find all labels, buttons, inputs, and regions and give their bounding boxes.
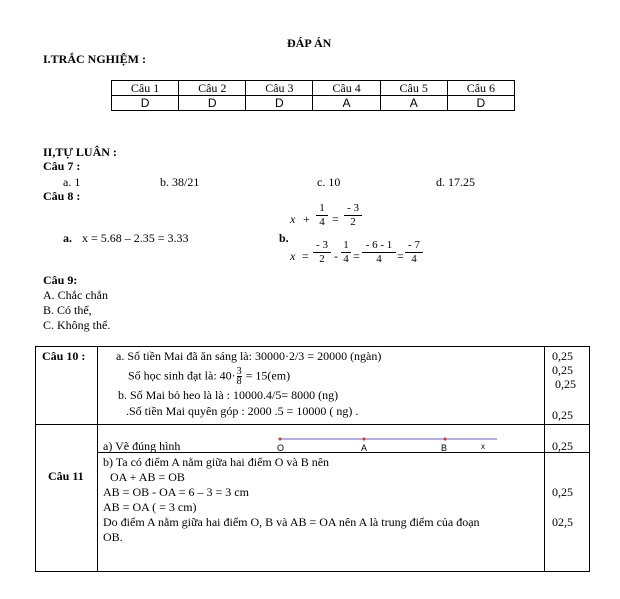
frac-num: 1 bbox=[319, 202, 325, 214]
point-b-marker bbox=[444, 438, 447, 441]
answer-cell: D bbox=[246, 96, 313, 111]
frac-num: - 3 bbox=[316, 239, 328, 251]
q10-line-a2-pre: Số học sinh đạt là: 40· bbox=[128, 368, 236, 383]
q9-option-a: A. Chắc chắn bbox=[43, 288, 108, 302]
q9-option-c: C. Không thể. bbox=[43, 318, 111, 332]
essay-table bbox=[35, 346, 590, 572]
q11-label: Câu 11 bbox=[48, 469, 84, 483]
q8-b2-frac3 bbox=[362, 240, 396, 265]
q8-b2-frac2 bbox=[341, 240, 351, 265]
q9-option-b: B. Có thể, bbox=[43, 303, 92, 317]
table-divider bbox=[97, 347, 98, 571]
q7-answer-d: d. 17.25 bbox=[436, 175, 475, 189]
answer-header: Câu 6 bbox=[447, 81, 514, 96]
frac-den: 2 bbox=[319, 253, 325, 265]
answer-header: Câu 4 bbox=[313, 81, 380, 96]
answer-header: Câu 3 bbox=[246, 81, 313, 96]
q10-fraction bbox=[237, 367, 242, 386]
q7-answer-b: b. 38/21 bbox=[160, 175, 200, 189]
table-divider bbox=[36, 424, 589, 425]
q7-answer-a: a. 1 bbox=[63, 175, 81, 189]
frac-den: 4 bbox=[343, 253, 349, 265]
q8-b2-eq1: = bbox=[302, 249, 309, 263]
q10-line-b: b. Số Mai bỏ heo là là : 10000.4/5= 8000 (ng) bbox=[118, 388, 339, 402]
q8-label: Câu 8 : bbox=[43, 189, 81, 203]
q8-b1-x: x bbox=[290, 212, 296, 226]
part2-title: II,TỰ LUÂN : bbox=[43, 145, 117, 159]
q11-score: 02,5 bbox=[552, 515, 573, 529]
table-divider bbox=[544, 347, 545, 571]
q8-b1-eq: = bbox=[332, 212, 339, 226]
point-o-label: O bbox=[277, 443, 285, 453]
q11-line-a: a) Vẽ đúng hình bbox=[103, 439, 181, 453]
q10-line-a: a. Số tiền Mai đã ăn sáng là: 30000·2/3 = 20000 (ngàn) bbox=[116, 349, 382, 363]
frac-den: 4 bbox=[411, 253, 417, 265]
q8-b2-minus: - bbox=[334, 249, 338, 263]
q10-score: 0,25 bbox=[552, 363, 573, 377]
q8-a-label: a. bbox=[63, 231, 72, 245]
q10-score: 0,25 bbox=[555, 377, 576, 391]
answer-cell: A bbox=[380, 96, 447, 111]
frac-den: 4 bbox=[376, 253, 382, 265]
frac-num: - 3 bbox=[347, 202, 359, 214]
answer-cell: A bbox=[313, 96, 380, 111]
ray-x-label: x bbox=[481, 442, 485, 451]
q11-score: 0,25 bbox=[552, 439, 573, 453]
point-o-marker bbox=[279, 438, 282, 441]
q10-score: 0,25 bbox=[552, 349, 573, 363]
answer-header: Câu 1 bbox=[112, 81, 179, 96]
q10-line-a2-post: = 15(em) bbox=[242, 368, 291, 383]
q10-line-b2: .Số tiền Mai quyên góp : 2000 .5 = 10000 ( ng) . bbox=[126, 404, 359, 418]
segment-figure bbox=[272, 433, 502, 457]
point-a-label: A bbox=[361, 443, 368, 453]
q11-conclusion-end: OB. bbox=[103, 530, 123, 544]
q11-eq2: AB = OB - OA = 6 – 3 = 3 cm bbox=[103, 485, 249, 499]
q7-label: Câu 7 : bbox=[43, 159, 81, 173]
q11-conclusion: Do điểm A nằm giữa hai điểm O, B và AB = OA nên A là trung điểm của đoạn bbox=[103, 515, 480, 529]
q8-a-text: x = 5.68 – 2.35 = 3.33 bbox=[82, 231, 189, 245]
frac-den: 8 bbox=[236, 376, 242, 387]
frac-num: - 7 bbox=[408, 239, 420, 251]
answer-cell: D bbox=[447, 96, 514, 111]
answer-table bbox=[111, 80, 515, 111]
point-b-label: B bbox=[441, 443, 448, 453]
q8-b1-frac1 bbox=[316, 203, 328, 228]
q8-b1-plus: + bbox=[303, 212, 310, 226]
answer-cell: D bbox=[179, 96, 246, 111]
q8-b2-eq3: = bbox=[397, 249, 404, 263]
q11-line-b: b) Ta có điểm A nằm giữa hai điểm O và B nên bbox=[103, 455, 330, 469]
q8-b2-x: x bbox=[290, 249, 296, 263]
q11-eq3: AB = OA ( = 3 cm) bbox=[103, 500, 197, 514]
q8-b1-frac2 bbox=[344, 203, 362, 228]
frac-den: 2 bbox=[350, 216, 356, 228]
frac-num: - 6 - 1 bbox=[365, 239, 393, 251]
answer-table-header-row bbox=[112, 81, 515, 96]
page-title: ĐÁP ÁN bbox=[287, 36, 332, 50]
answer-cell: D bbox=[112, 96, 179, 111]
q10-score: 0,25 bbox=[552, 408, 573, 422]
frac-num: 3 bbox=[236, 366, 242, 377]
q8-b2-eq2: = bbox=[353, 249, 360, 263]
q8-b2-frac4 bbox=[405, 240, 423, 265]
point-a-marker bbox=[363, 438, 366, 441]
part1-title: I.TRẮC NGHIỆM : bbox=[43, 52, 147, 66]
q7-answer-c: c. 10 bbox=[317, 175, 341, 189]
answer-table-value-row bbox=[112, 96, 515, 111]
q8-b-label: b. bbox=[279, 231, 289, 245]
answer-header: Câu 2 bbox=[179, 81, 246, 96]
q10-line-a2 bbox=[128, 367, 290, 386]
q9-label: Câu 9: bbox=[43, 273, 78, 287]
q10-label: Câu 10 : bbox=[42, 349, 86, 363]
q11-score: 0,25 bbox=[552, 485, 573, 499]
q8-b2-frac1 bbox=[313, 240, 331, 265]
frac-den: 4 bbox=[319, 216, 325, 228]
q11-eq1: OA + AB = OB bbox=[110, 470, 185, 484]
frac-num: 1 bbox=[343, 239, 349, 251]
answer-header: Câu 5 bbox=[380, 81, 447, 96]
